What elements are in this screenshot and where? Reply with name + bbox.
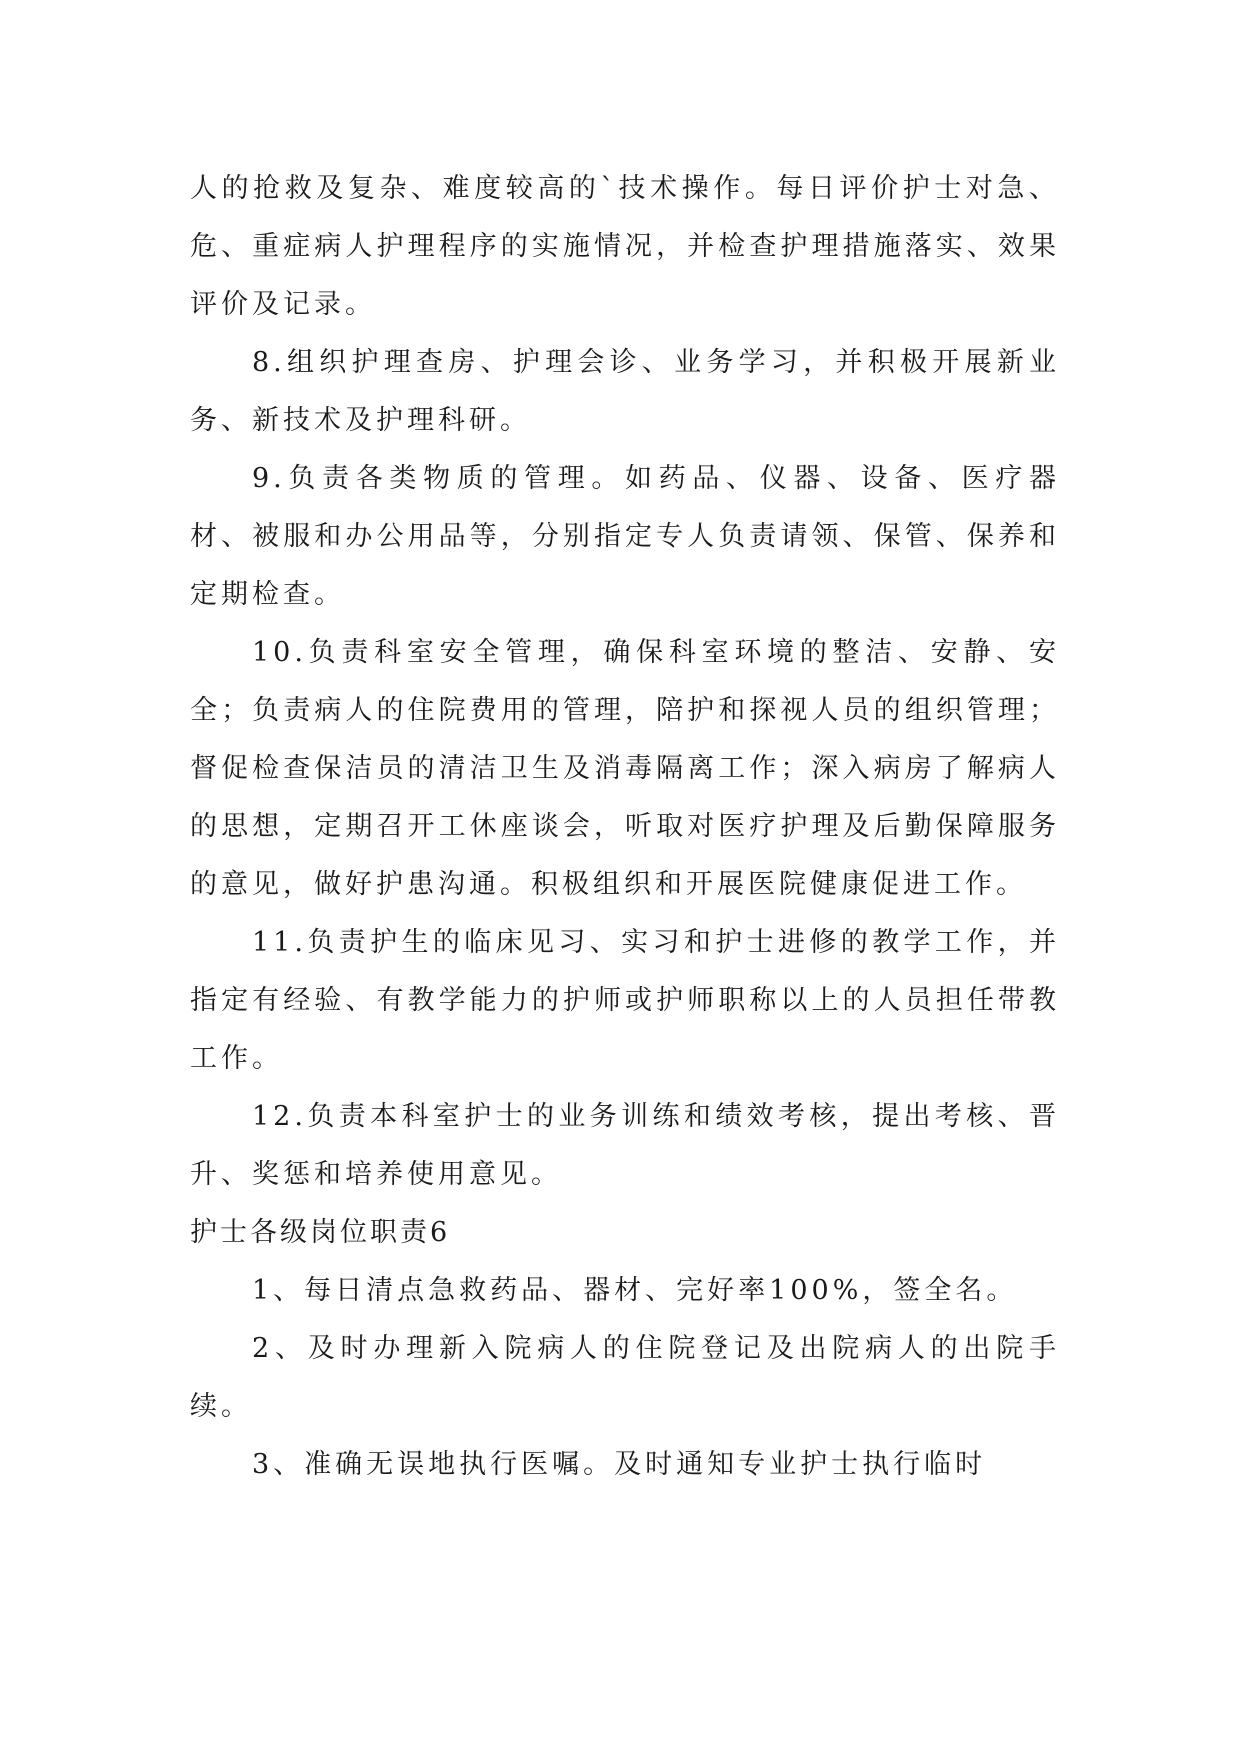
section-item-3: 3、准确无误地执行医嘱。及时通知专业护士执行临时: [252, 1449, 987, 1480]
section-item-1: 1、每日清点急救药品、器材、完好率100%，签全名。: [252, 1275, 1018, 1306]
paragraph-item-10: 10.负责科室安全管理，确保科室环境的整洁、安静、安全；负责病人的住院费用的管理，陪护和探视人员的组织管理；督促检查保洁员的清洁卫生及消毒隔离工作；深入病房了解病人的思想，定期召开工休座谈会，听取对医疗护理及后勤保障服务的意见，做好护患沟通。积极组织和开展医院健康促进工作。: [190, 637, 1060, 900]
paragraph-item-9: 9.负责各类物质的管理。如药品、仪器、设备、医疗器材、被服和办公用品等，分别指定专人负责请领、保管、保养和定期检查。: [190, 463, 1060, 610]
section-heading: 护士各级岗位职责6: [190, 1217, 451, 1248]
paragraph-item-8: 8.组织护理查房、护理会诊、业务学习，并积极开展新业务、新技术及护理科研。: [190, 347, 1060, 436]
paragraph-continuation: 人的抢救及复杂、难度较高的`技术操作。每日评价护士对急、危、重症病人护理程序的实施情况，并检查护理措施落实、效果评价及记录。: [190, 173, 1060, 320]
document-body: [190, 160, 1060, 1494]
section-item-2: 2、及时办理新入院病人的住院登记及出院病人的出院手续。: [190, 1333, 1060, 1422]
paragraph-item-12: 12.负责本科室护士的业务训练和绩效考核，提出考核、晋升、奖惩和培养使用意见。: [190, 1101, 1060, 1190]
paragraph-item-11: 11.负责护生的临床见习、实习和护士进修的教学工作，并指定有经验、有教学能力的护师或护师职称以上的人员担任带教工作。: [190, 927, 1060, 1074]
